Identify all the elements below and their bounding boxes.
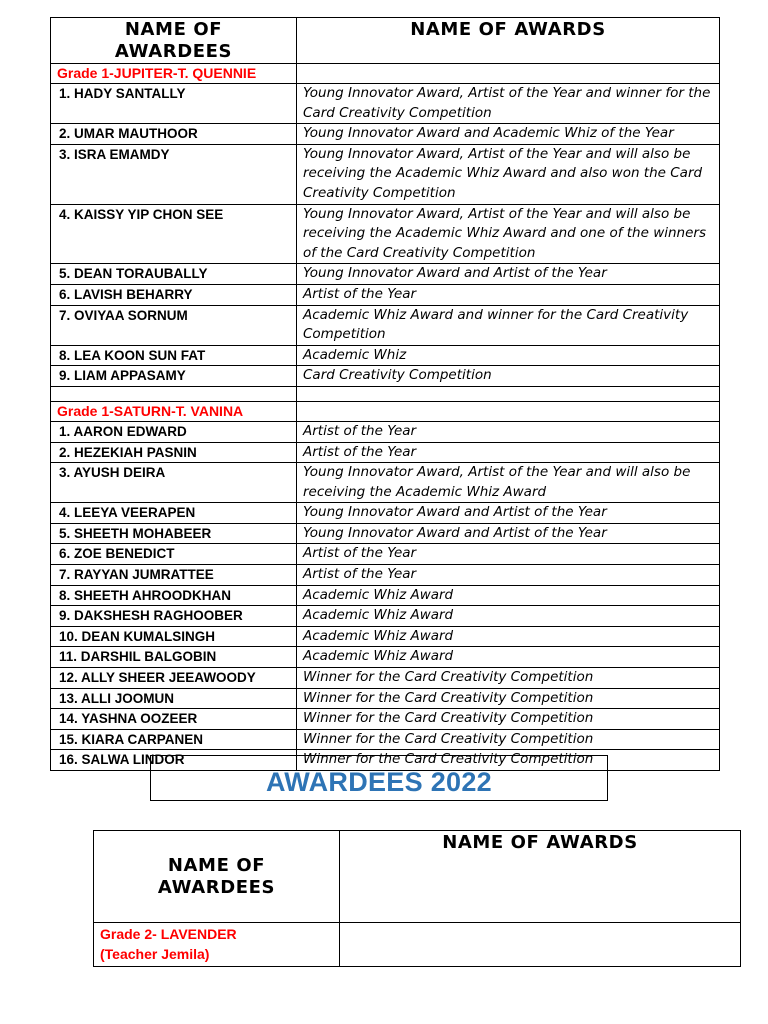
table-row [51,606,720,627]
award-description: Academic Whiz Award and winner for the Card Creativity Competition [297,305,720,345]
grade-award-cell [297,401,720,421]
awardee-name: 12. ALLY SHEER JEEAWOODY [51,668,297,689]
awardees-table-grade-1 [50,17,720,771]
awardee-name: 1. AARON EDWARD [51,421,297,442]
table-row [51,729,720,750]
award-description: Card Creativity Competition [297,366,720,387]
grade-row [51,64,720,84]
awardee-name: 6. LAVISH BEHARRY [51,284,297,305]
grade-label: Grade 1-JUPITER-T. QUENNIE [51,64,297,84]
table-row [51,709,720,730]
award-description: Young Innovator Award and Artist of the Year [297,503,720,524]
awardee-name: 3. AYUSH DEIRA [51,463,297,503]
award-description: Academic Whiz Award [297,647,720,668]
table-row [51,523,720,544]
awardee-name: 2. HEZEKIAH PASNIN [51,442,297,463]
spacer-cell [51,386,297,401]
awardee-name: 16. SALWA LINDOR [51,750,297,771]
award-description: Winner for the Card Creativity Competition [297,668,720,689]
table-row [51,668,720,689]
awardee-name: 4. KAISSY YIP CHON SEE [51,204,297,264]
awards-column-header: NAME OF AWARDS [340,831,741,923]
awardee-name: 7. OVIYAA SORNUM [51,305,297,345]
award-description: Artist of the Year [297,565,720,586]
grade-label: Grade 2- LAVENDER (Teacher Jemila) [94,923,340,967]
spacer-row [51,386,720,401]
award-description: Artist of the Year [297,421,720,442]
table-header-row [51,18,720,64]
table-row [51,626,720,647]
award-description: Young Innovator Award and Artist of the Year [297,264,720,285]
awardee-name: 6. ZOE BENEDICT [51,544,297,565]
award-description: Academic Whiz Award [297,606,720,627]
grade-row [51,401,720,421]
table-row [51,305,720,345]
awardee-name: 9. LIAM APPASAMY [51,366,297,387]
grade-award-cell [297,64,720,84]
table-row [51,565,720,586]
table-row [51,366,720,387]
award-description: Young Innovator Award, Artist of the Year and will also be receiving the Academic Whiz Award and also won the Card Creativity Competition [297,144,720,204]
award-description: Winner for the Card Creativity Competition [297,709,720,730]
award-description: Academic Whiz [297,345,720,366]
table-header-row [94,831,741,923]
award-description: Young Innovator Award and Artist of the Year [297,523,720,544]
awardee-name: 3. ISRA EMAMDY [51,144,297,204]
grade-award-cell [340,923,741,967]
awardee-name: 7. RAYYAN JUMRATTEE [51,565,297,586]
table-row [51,421,720,442]
awardee-name: 8. LEA KOON SUN FAT [51,345,297,366]
awardee-name: 5. DEAN TORAUBALLY [51,264,297,285]
award-description: Winner for the Card Creativity Competition [297,729,720,750]
awardee-name: 5. SHEETH MOHABEER [51,523,297,544]
award-description: Young Innovator Award, Artist of the Year and winner for the Card Creativity Competition [297,84,720,124]
table-row [51,463,720,503]
award-description: Artist of the Year [297,284,720,305]
table-row [51,345,720,366]
awardee-name: 4. LEEYA VEERAPEN [51,503,297,524]
award-description: Academic Whiz Award [297,585,720,606]
award-description: Academic Whiz Award [297,626,720,647]
grade-label: Grade 1-SATURN-T. VANINA [51,401,297,421]
awardee-name: 9. DAKSHESH RAGHOOBER [51,606,297,627]
award-description: Artist of the Year [297,442,720,463]
spacer-cell [297,386,720,401]
table-row [51,585,720,606]
award-description: Young Innovator Award, Artist of the Year and will also be receiving the Academic Whiz Award and one of the winners of the Card Creativity Competition [297,204,720,264]
awardee-name: 2. UMAR MAUTHOOR [51,124,297,145]
page-title: AWARDEES 2022 [150,755,608,801]
award-description: Winner for the Card Creativity Competition [297,688,720,709]
awardees-column-header: NAME OF AWARDEES [51,18,297,64]
awardee-name: 13. ALLI JOOMUN [51,688,297,709]
awards-column-header: NAME OF AWARDS [297,18,720,64]
grade-row [94,923,741,967]
table-row [51,688,720,709]
award-description: Winner for the Card Creativity Competition [297,750,720,771]
awardee-name: 14. YASHNA OOZEER [51,709,297,730]
table-row [51,284,720,305]
awardee-name: 8. SHEETH AHROODKHAN [51,585,297,606]
table-row [51,264,720,285]
awardees-column-header: NAME OF AWARDEES [94,831,340,923]
award-description: Young Innovator Award, Artist of the Year and will also be receiving the Academic Whiz Award [297,463,720,503]
table-row [51,647,720,668]
table-row [51,204,720,264]
awardees-table-grade-2 [93,830,741,967]
table-row [51,544,720,565]
table-row [51,144,720,204]
table-row [51,84,720,124]
awardee-name: 11. DARSHIL BALGOBIN [51,647,297,668]
table-row [51,124,720,145]
awardee-name: 15. KIARA CARPANEN [51,729,297,750]
awardee-name: 1. HADY SANTALLY [51,84,297,124]
award-description: Young Innovator Award and Academic Whiz of the Year [297,124,720,145]
award-description: Artist of the Year [297,544,720,565]
table-row [51,442,720,463]
table-row [51,503,720,524]
awardee-name: 10. DEAN KUMALSINGH [51,626,297,647]
